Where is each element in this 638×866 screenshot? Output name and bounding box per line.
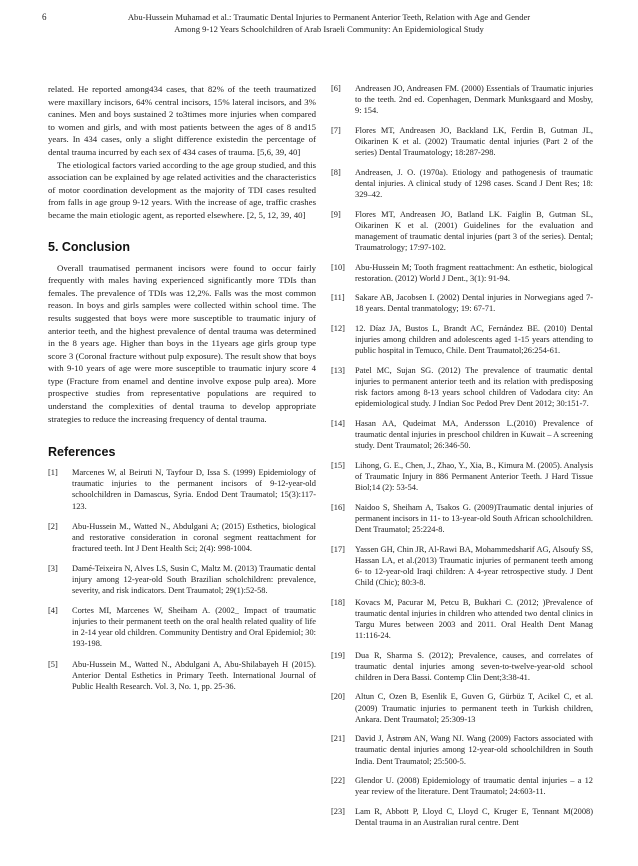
reference-item	[331, 597, 593, 641]
reference-number: [5]	[48, 659, 58, 669]
reference-number: [17]	[331, 544, 345, 554]
reference-text: Dua R, Sharma S. (2012); Prevalence, causes, and correlates of traumatic dental injuries among seven‑to‑twelve‑year‑old school children in Dera Bassi. Contemp Clin Dent;3:38‑41.	[355, 650, 593, 682]
reference-number: [18]	[331, 597, 345, 607]
reference-item	[331, 418, 593, 451]
body-paragraph: The etiological factors varied according to the age group studied, and this association can be explained by age related activities and the characteristics of motor coordination development as the majority of TDI cases resulted from falls in age group 9-12 years. With the increase of age, traffic crashes became the main etiologic agent, as reported elsewhere. [2, 5, 12, 39, 40]	[48, 159, 316, 220]
reference-text: Altun C, Ozen B, Esenlik E, Guven G, Gürbüz T, Acikel C, et al. (2009) Traumatic injuries to permanent teeth in Turkish children, Ankara. Dent Traumatol; 25:309-13	[355, 692, 593, 724]
conclusion-paragraph: Overall traumatised permanent incisors were found to occur fairly frequently with males having experienced significantly more TDIs than females. The prevalence of TDIs was 12,2%. Falls was the most common reason. In boys and girls samples were collected within school time. The results suggested that boys were more susceptible to traumatic injury of anterior teeth, and the highest prevalence of dental trauma was determined in the 8 years age. Higher than boys in the 11years age girls group type score 3 (Coronal fracture without pulp exposure). The result show that boys with 9-10 years of age were more susceptible to traumatic injury score 4 type (Fracture from enamel and dentine involve expose pulp area). More prospective studies from representative populations are required to understand the complexities of dental trauma to develop appropriate strategies to reduce the increasing frequency of dental trauma.	[48, 262, 316, 424]
reference-item	[48, 563, 316, 596]
reference-number: [11]	[331, 293, 345, 303]
reference-number: [14]	[331, 419, 345, 428]
reference-item	[331, 209, 593, 253]
reference-number: [4]	[48, 606, 58, 616]
page-header	[42, 11, 596, 35]
reference-item	[331, 83, 593, 116]
reference-item	[331, 691, 593, 724]
reference-item	[331, 262, 593, 284]
reference-item	[331, 775, 593, 797]
conclusion-heading: 5. Conclusion	[48, 239, 130, 254]
reference-number: [19]	[331, 650, 345, 660]
reference-number: [12]	[331, 324, 345, 334]
reference-number: [8]	[331, 167, 341, 177]
reference-text: Lam R, Abbott P, Lloyd C, Lloyd C, Kruger E, Tennant M(2008) Dental trauma in an Australian rural centre. Dent	[355, 806, 593, 828]
reference-item	[331, 460, 593, 493]
reference-text: Hasan AA, Qudeimat MA, Andersson L.(2010) Prevalence of traumatic dental injuries in preschool children in Kuwait – A screening study. Dent Traumatol; 26:346‑50.	[355, 419, 593, 451]
reference-text: Abu-Hussein M., Watted N., Abdulgani A; (2015) Esthetics, biological and restorative consideration in coronal segment reattachment for fractured teeth. Int J Dent Health Sci; 2(4): 998-1004.	[72, 521, 316, 553]
reference-text: Damé-Teixeira N, Alves LS, Susin C, Maltz M. (2013) Traumatic dental injury among 12-year-old South Brazilian scholchildren: prevalence, severity, and risk indicators. Dent Traumatol; 29(1):52-58.	[72, 563, 316, 596]
reference-item	[331, 125, 593, 158]
reference-list-right	[331, 83, 593, 828]
references-heading: References	[48, 445, 116, 460]
reference-number: [7]	[331, 125, 341, 135]
page-number: 6	[42, 12, 47, 22]
reference-number: [23]	[331, 806, 345, 816]
reference-item	[331, 806, 593, 828]
reference-text: Marcenes W, al Beiruti N, Tayfour D, Issa S. (1999) Epidemiology of traumatic injuries to the permanent incisors of 9-12-year-old schoolchildren in Damascus, Syria. Endod Dent Traumatol; 15(3):117-123.	[72, 468, 316, 511]
reference-text: Lihong, G. E., Chen, J., Zhao, Y., Xia, B., Kimura M. (2005). Analysis of Traumatic Injury in 886 Permanent Anterior Teeth. J Hard Tissue Biol;14 (2): 53-54.	[355, 460, 593, 493]
body-paragraph: related. He reported among434 cases, that 82% of the teeth traumatized were maxillary incisors, 64% central incisors, 15% lateral incisors, and 3% canines. Men and boys sustained 2 to3times more injuries when compared to women and girls, and with most patients between the ages of 8 and15 years. In 434 cases, only a slight difference existedin the percentage of dental trauma incurred by each sex of 434 cases of trauma. [5,6, 39, 40]	[48, 84, 316, 157]
reference-item	[331, 502, 593, 535]
reference-text: Cortes MI, Marcenes W, Sheiham A. (2002_ Impact of traumatic injuries to their permanent teeth on the oral health related quality of life in 2-14 year old children. Community Dentistry and Oral Epidemiol; 30: 193-198.	[72, 606, 316, 649]
reference-item	[48, 605, 316, 649]
reference-number: [13]	[331, 366, 345, 376]
reference-number: [10]	[331, 262, 345, 272]
reference-number: [9]	[331, 209, 341, 219]
reference-item	[331, 733, 593, 766]
reference-number: [6]	[331, 84, 341, 93]
reference-item	[48, 467, 316, 511]
reference-text: Sakare AB, Jacobsen I. (2002) Dental injuries in Norwegians aged 7-18 years. Dental tranmatology; 19: 67-71.	[355, 293, 593, 314]
reference-item	[331, 650, 593, 683]
right-column	[331, 83, 593, 837]
reference-item	[331, 167, 593, 200]
reference-text: Abu-Hussein M., Watted N., Abdulgani A, Abu-Shilabayeh H (2015). Anterior Dental Esthetics in Primary Teeth. International Journal of Public Health Research. Vol. 3, No. 1, pp. 25-36.	[72, 659, 316, 691]
reference-number: [2]	[48, 521, 58, 531]
reference-number: [21]	[331, 734, 345, 744]
reference-list-left	[48, 467, 316, 692]
reference-number: [3]	[48, 563, 58, 573]
reference-item	[331, 292, 593, 314]
reference-text: Patel MC, Sujan SG. (2012) The prevalence of traumatic dental injuries to permanent anterior teeth and its relation with predisposing risk factors among 8‑13 years school children of Vadodara city: An epidemiological study. J Indian Soc Pedod Prev Dent 2012; 30:151‑7.	[355, 366, 593, 409]
reference-item	[331, 323, 593, 356]
reference-number: [20]	[331, 692, 345, 702]
reference-item	[48, 521, 316, 554]
reference-text: Flores MT, Andreasen JO, Batland LK. Faiglin B, Gutman SL, Oikarinen K et al. (2001) Guidelines for the evaluation and management of traumatic dental injuries (part 3 of the series). Dental; Traumatrology; 17:97-102.	[355, 209, 593, 252]
running-title-line-2: Among 9-12 Years Schoolchildren of Arab Israeli Community: An Epidemiological Study	[174, 24, 484, 34]
reference-text: Glendor U. (2008) Epidemiology of traumatic dental injuries – a 12 year review of the literature. Dent Traumatol; 24:603-11.	[355, 776, 593, 797]
reference-number: [1]	[48, 468, 58, 478]
reference-number: [16]	[331, 502, 345, 512]
reference-text: Andreasen JO, Andreasen FM. (2000) Essentials of Traumatic injuries to the teeth. 2nd ed. Copenhagen, Denmark Munksgaard and Mosby, 9: 154.	[355, 84, 593, 116]
reference-text: 12. Díaz JA, Bustos L, Brandt AC, Fernández BE. (2010) Dental injuries among children and adolescents aged 1‑15 years attending to public hospital in Temuco, Chile. Dent Traumatol;26:254‑61.	[355, 324, 593, 356]
reference-item	[331, 365, 593, 409]
reference-text: Naidoo S, Sheiham A, Tsakos G. (2009)Traumatic dental injuries of permanent incisors in 11‑ to 13‑year‑old South African schoolchildren. Dent Traumatol; 25:224‑8.	[355, 502, 593, 534]
reference-number: [15]	[331, 460, 345, 470]
reference-item	[48, 659, 316, 692]
reference-text: Andreasen, J. O. (1970a). Etiology and pathogenesis of traumatic dental injuries. A clinical study of 1298 cases. Scand J Dent Res; 18: 329–42.	[355, 167, 593, 199]
left-column	[48, 83, 316, 701]
reference-text: Yassen GH, Chin JR, Al‑Rawi BA, Mohammedsharif AG, Alsoufy SS, Hassan LA, et al.(2013) Traumatic injuries of permanent teeth among 6‑ to 12‑year‑old Iraqi children: A 4‑year retrospective study. J Dent Child (Chic); 80:3‑8.	[355, 544, 593, 587]
reference-item	[331, 544, 593, 588]
reference-text: Kovacs M, Pacurar M, Petcu B, Bukhari C. (2012; )Prevalence of traumatic dental injuries in children who attended two dental clinics in Targu Mures between 2003 and 2011. Oral Health Dent Manag 11:116‑24.	[355, 597, 593, 640]
reference-text: Flores MT, Andreasen JO, Backland LK, Ferdin B, Gutman JL, Oikarinen K et al. (2002) Traumatic dental injuries (Part 2 of the series) Dental Traumatology; 18:287-298.	[355, 125, 593, 158]
running-title-line-1: Abu-Hussein Muhamad et al.: Traumatic Dental Injuries to Permanent Anterior Teeth, Relation with Age and Gender	[127, 12, 531, 22]
running-title	[42, 11, 596, 35]
reference-text: David J, Åstrøm AN, Wang NJ. Wang (2009) Factors associated with traumatic dental injuries among 12‑year‑old schoolchildren in South India. Dent Traumatol; 25:500‑5.	[355, 734, 593, 766]
reference-number: [22]	[331, 776, 345, 786]
reference-text: Abu-Hussein M; Tooth fragment reattachment: An esthetic, biological restoration. (2012) World J Dent., 3(1): 91-94.	[355, 262, 593, 283]
